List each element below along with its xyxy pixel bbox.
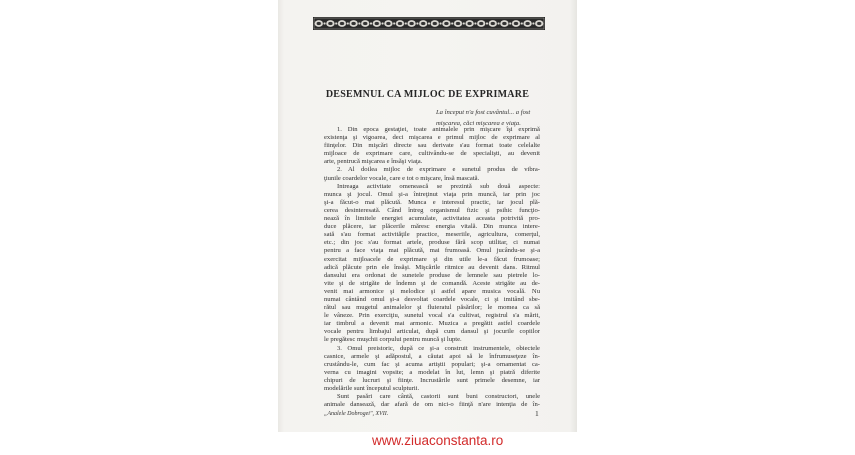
paragraph xyxy=(324,345,540,394)
ornament-border xyxy=(313,17,545,30)
epigraph-line: La început n'a fost cuvântul... a fost xyxy=(436,109,531,116)
text-line: animale dansează, dar afară de om nici-o fiinţă n'are intenţia de în- xyxy=(324,401,540,409)
text-line: 3. Omul preistoric, după ce şi-a construit instrumentele, obiectele xyxy=(337,344,540,352)
text-line: Intreaga activitate omenească se prezintă sub două aspecte: xyxy=(337,182,540,190)
footer-journal-title: „Analele Dobrogei", XVII. xyxy=(324,411,389,417)
text-line: Sunt pasări care cântă, castorii sunt buni constructori, unele xyxy=(337,393,540,401)
paragraph xyxy=(324,393,540,409)
text-line: rătul sau mugetul animalelor şi fluieratul păsărilor; le momea ca să xyxy=(324,304,540,312)
text-line: crustându-le, cum fac şi acuma artiştii populari; şi-a ornamentat ca- xyxy=(324,360,540,368)
scanned-page xyxy=(278,0,577,432)
text-line: etc.; din joc s'au format artele, produse fără scop utilitar, ci numai xyxy=(324,239,540,247)
paragraph xyxy=(324,126,540,166)
text-line: munca şi jocul. Omul şi-a întreţinut viaţa prin muncă, iar prin joc xyxy=(324,190,540,198)
text-line: casnice, armele şi adăpostul, a căutat apoi să le înfrumuseţeze în- xyxy=(324,352,540,360)
text-line: 2. Al doilea mijloc de exprimare e sunetul produs de vibra- xyxy=(337,166,540,174)
text-line: dansului era ordonat de sunetele produse de lemnele sau pietrele lo- xyxy=(324,271,540,279)
text-line: le vâneze. Prin exerciţiu, sunetul vocal s'a cultivat, registrul s'a mărit, xyxy=(324,312,540,320)
text-line: ţiunile coardelor vocale, care e tot o mişcare, însă mascată. xyxy=(324,174,480,182)
text-line: duce plăcere, iar plăcerile măresc energia vitală. Din munca intere- xyxy=(324,223,540,231)
text-line: chipuri de lucruri şi fiinţe. Incrustările sunt primele desemne, iar xyxy=(324,376,540,384)
text-line: cerea desinteresată. Când întreg organismul fizic şi psihic funcţio- xyxy=(324,206,540,214)
paragraph xyxy=(324,166,540,182)
paragraph xyxy=(324,183,540,345)
ornament-pattern xyxy=(315,19,544,29)
text-line: pentru a face viaţa mai plăcută, mai frumoasă. Omul jucându-se şi-a xyxy=(324,247,540,255)
text-line: şi-a făcut-o mai plăcută. Munca e interesul practic, iar jocul plă- xyxy=(324,198,540,206)
text-line: iar timbrul a devenit mai armonic. Muzica a pregătit astfel coardele xyxy=(324,320,540,328)
text-line: vite şi de strigăte de îndemn şi de comandă. Aceste strigăte au de- xyxy=(324,279,540,287)
text-line: adică plăcute prin ele însăşi. Mişcările ritmice au devenit dans. Ritmul xyxy=(324,263,540,271)
text-line: existenţa şi vigoarea, deci mişcarea e primul mijloc de exprimare al xyxy=(324,134,540,142)
text-line: vocale pentru limbajul articulat, după cum dansul şi jocurile copiilor xyxy=(324,328,540,336)
text-line: venit mai armonice şi melodice şi astfel apare musica vocală. Nu xyxy=(324,287,540,295)
text-line: verna cu imagini vopsite; a modelat în lut, lemn şi piatră diferite xyxy=(324,368,540,376)
text-line: numai cântând omul şi-a desvoltat coardele vocale, ci şi imitând sbe- xyxy=(324,295,540,303)
page-number: 1 xyxy=(535,409,539,418)
ornament-band-icon xyxy=(313,17,545,30)
text-line: nează în limitele energiei acumulate, activitatea aceasta potrivită pro- xyxy=(324,215,540,223)
text-line: exercitat mijloacele de exprimare şi din utile le-a făcut frumoase; xyxy=(324,255,540,263)
text-line: fiinţelor. Din mişcări directe sau derivate s'au format toate celelalte xyxy=(324,142,540,150)
text-line: modelările sunt începutul sculpturii. xyxy=(324,385,420,392)
text-line: arte, pentrucă mişcarea e însăşi viaţa. xyxy=(324,158,423,166)
text-line: mijloace de exprimare care, cultivându-se de specialişti, au devenit xyxy=(324,150,540,158)
body-text xyxy=(324,126,540,409)
article-title: DESEMNUL CA MIJLOC DE EXPRIMARE xyxy=(325,89,530,100)
watermark-link[interactable]: www.ziuaconstanta.ro xyxy=(372,433,504,448)
epigraph-line: mişcarea, căci mişcarea e viaţa. xyxy=(436,120,521,127)
text-line: le pregătesc muşchii corpului pentru muncă şi lupte. xyxy=(324,336,462,344)
text-line: 1. Din epoca gestaţiei, toate animalele prin mişcare îşi exprimă xyxy=(337,126,540,133)
text-line: sată s'au format activităţile practice, meseriile, agricultura, comerţul, xyxy=(324,231,540,239)
